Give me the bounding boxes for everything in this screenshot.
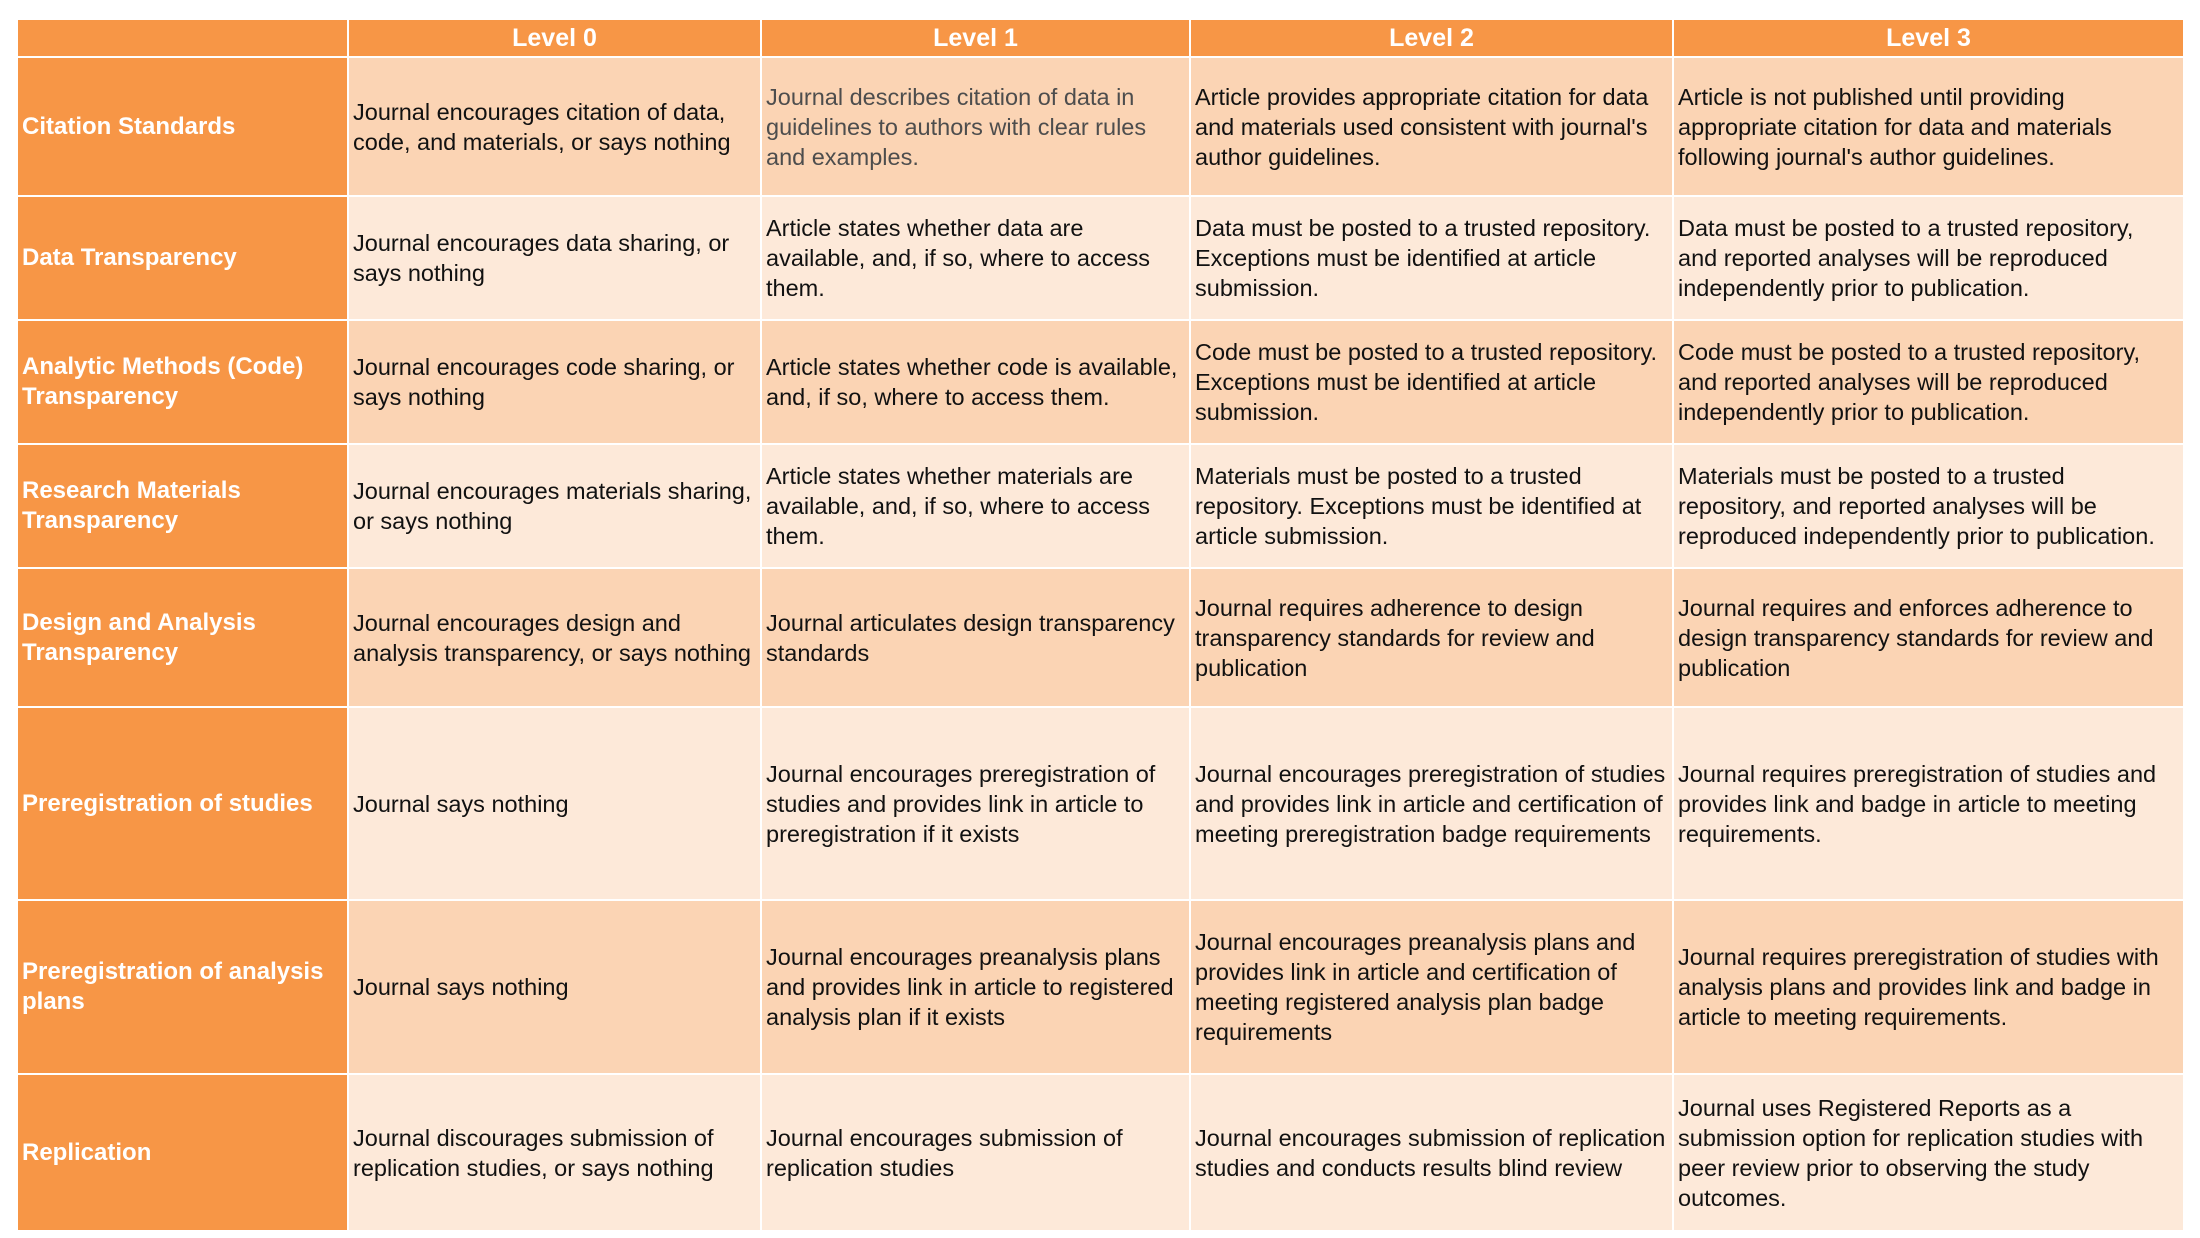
row-replication <box>17 1074 2184 1231</box>
level-0-cell: Journal encourages data sharing, or says nothing <box>348 196 761 320</box>
level-0-cell: Journal says nothing <box>348 707 761 900</box>
level-1-cell: Journal encourages submission of replication studies <box>761 1074 1190 1231</box>
row-data-transparency <box>17 196 2184 320</box>
level-1-cell: Article states whether materials are available, and, if so, where to access them. <box>761 444 1190 568</box>
header-level-1: Level 1 <box>761 19 1190 57</box>
standard-label: Design and Analysis Transparency <box>17 568 348 707</box>
row-preregistration-studies <box>17 707 2184 900</box>
header-level-3: Level 3 <box>1673 19 2184 57</box>
top-guidelines-table-wrapper <box>16 18 2183 1232</box>
level-1-cell: Article states whether data are available, and, if so, where to access them. <box>761 196 1190 320</box>
row-research-materials-transparency <box>17 444 2184 568</box>
level-2-cell: Journal encourages submission of replication studies and conducts results blind review <box>1190 1074 1673 1231</box>
header-level-0: Level 0 <box>348 19 761 57</box>
level-3-cell: Article is not published until providing appropriate citation for data and materials following journal's author guidelines. <box>1673 57 2184 196</box>
level-2-cell: Journal encourages preregistration of studies and provides link in article and certification of meeting preregistration badge requirements <box>1190 707 1673 900</box>
header-corner-cell <box>17 19 348 57</box>
level-2-cell: Code must be posted to a trusted repository. Exceptions must be identified at article submission. <box>1190 320 1673 444</box>
standard-label: Analytic Methods (Code) Transparency <box>17 320 348 444</box>
level-1-cell: Article states whether code is available, and, if so, where to access them. <box>761 320 1190 444</box>
row-preregistration-analysis-plans <box>17 900 2184 1074</box>
level-3-cell: Code must be posted to a trusted repository, and reported analyses will be reproduced independently prior to publication. <box>1673 320 2184 444</box>
level-2-cell: Journal encourages preanalysis plans and provides link in article and certification of meeting registered analysis plan badge requirements <box>1190 900 1673 1074</box>
header-row <box>17 19 2184 57</box>
level-0-cell: Journal says nothing <box>348 900 761 1074</box>
standard-label: Data Transparency <box>17 196 348 320</box>
top-guidelines-table <box>16 18 2185 1232</box>
level-3-cell: Materials must be posted to a trusted repository, and reported analyses will be reproduced independently prior to publication. <box>1673 444 2184 568</box>
row-design-analysis-transparency <box>17 568 2184 707</box>
level-0-cell: Journal encourages code sharing, or says nothing <box>348 320 761 444</box>
level-1-cell: Journal encourages preregistration of studies and provides link in article to preregistration if it exists <box>761 707 1190 900</box>
standard-label: Preregistration of analysis plans <box>17 900 348 1074</box>
level-3-cell: Journal uses Registered Reports as a submission option for replication studies with peer review prior to observing the study outcomes. <box>1673 1074 2184 1231</box>
level-1-cell: Journal articulates design transparency standards <box>761 568 1190 707</box>
standard-label: Preregistration of studies <box>17 707 348 900</box>
standard-label: Research Materials Transparency <box>17 444 348 568</box>
level-2-cell: Article provides appropriate citation for data and materials used consistent with journal's author guidelines. <box>1190 57 1673 196</box>
level-3-cell: Journal requires preregistration of studies with analysis plans and provides link and badge in article to meeting requirements. <box>1673 900 2184 1074</box>
level-0-cell: Journal encourages design and analysis transparency, or says nothing <box>348 568 761 707</box>
level-2-cell: Data must be posted to a trusted repository. Exceptions must be identified at article submission. <box>1190 196 1673 320</box>
level-1-cell: Journal describes citation of data in guidelines to authors with clear rules and examples. <box>761 57 1190 196</box>
header-level-2: Level 2 <box>1190 19 1673 57</box>
level-3-cell: Data must be posted to a trusted repository, and reported analyses will be reproduced independently prior to publication. <box>1673 196 2184 320</box>
level-3-cell: Journal requires and enforces adherence to design transparency standards for review and publication <box>1673 568 2184 707</box>
level-1-cell: Journal encourages preanalysis plans and provides link in article to registered analysis plan if it exists <box>761 900 1190 1074</box>
standard-label: Citation Standards <box>17 57 348 196</box>
level-3-cell: Journal requires preregistration of studies and provides link and badge in article to meeting requirements. <box>1673 707 2184 900</box>
level-0-cell: Journal encourages materials sharing, or says nothing <box>348 444 761 568</box>
level-2-cell: Journal requires adherence to design transparency standards for review and publication <box>1190 568 1673 707</box>
level-0-cell: Journal encourages citation of data, code, and materials, or says nothing <box>348 57 761 196</box>
level-0-cell: Journal discourages submission of replication studies, or says nothing <box>348 1074 761 1231</box>
level-2-cell: Materials must be posted to a trusted repository. Exceptions must be identified at article submission. <box>1190 444 1673 568</box>
row-citation-standards <box>17 57 2184 196</box>
row-analytic-methods-transparency <box>17 320 2184 444</box>
standard-label: Replication <box>17 1074 348 1231</box>
